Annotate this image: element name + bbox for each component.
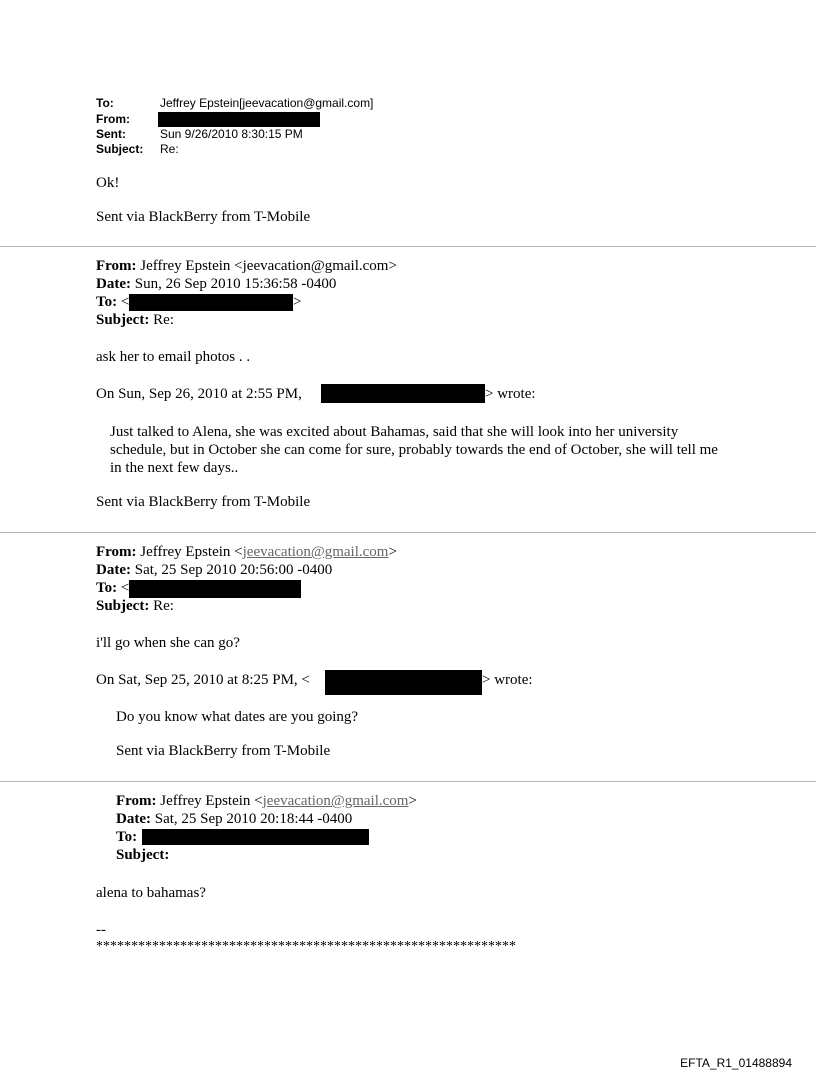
msg4-date: Date: Sat, 25 Sep 2010 20:18:44 -0400 [116, 811, 353, 827]
msg2-quote-intro-end: > wrote: [485, 386, 536, 402]
redaction-block [142, 829, 369, 845]
sent-label: Sent: [96, 127, 126, 141]
redaction-block [129, 294, 293, 311]
msg3-from: From: Jeffrey Epstein <jeevacation@gmail.com> [96, 544, 397, 560]
msg3-subject: Subject: Re: [96, 598, 174, 614]
to-label: To: [96, 96, 114, 110]
msg2-quoted-text: Just talked to Alena, she was excited about Bahamas, said that she will look into her university schedule, but in October she can come for sure, probably towards the end of October, she will tell me in the next few days.. [110, 424, 718, 476]
msg2-signature: Sent via BlackBerry from T-Mobile [96, 494, 311, 510]
redaction-block [158, 112, 320, 127]
message-body: Ok! [96, 175, 120, 191]
msg4-from: From: Jeffrey Epstein <jeevacation@gmail.com> [116, 793, 417, 809]
msg2-date: Date: Sun, 26 Sep 2010 15:36:58 -0400 [96, 276, 337, 292]
msg4-body: alena to bahamas? [96, 885, 206, 901]
msg4-to: To: [116, 829, 138, 845]
subject-label: Subject: [96, 142, 144, 156]
redaction-block [325, 670, 482, 695]
msg3-quote-intro-end: > wrote: [482, 672, 533, 688]
msg3-quoted-text: Do you know what dates are you going? [116, 709, 359, 725]
msg2-to: To: < [96, 294, 130, 310]
redaction-block [129, 580, 301, 598]
msg2-from: From: Jeffrey Epstein <jeevacation@gmail.com> [96, 258, 397, 274]
separator-rule [0, 246, 816, 247]
msg2-to-end: > [293, 294, 302, 310]
from-label: From: [96, 112, 130, 126]
sent-value: Sun 9/26/2010 8:30:15 PM [160, 127, 303, 141]
msg3-date: Date: Sat, 25 Sep 2010 20:56:00 -0400 [96, 562, 333, 578]
email-link[interactable]: jeevacation@gmail.com [262, 793, 409, 809]
signature-dashes: -- [96, 922, 106, 938]
signature-stars: ************************************************************ [96, 939, 516, 954]
separator-rule [0, 532, 816, 533]
msg3-quoted-signature: Sent via BlackBerry from T-Mobile [116, 743, 331, 759]
msg3-to: To: < [96, 580, 130, 596]
separator-rule [0, 781, 816, 782]
msg4-subject: Subject: [116, 847, 170, 863]
email-link[interactable]: jeevacation@gmail.com [242, 544, 389, 560]
message-signature: Sent via BlackBerry from T-Mobile [96, 209, 311, 225]
msg3-body: i'll go when she can go? [96, 635, 240, 651]
msg2-subject: Subject: Re: [96, 312, 174, 328]
subject-value: Re: [160, 142, 179, 156]
msg2-body: ask her to email photos . . [96, 349, 251, 365]
msg3-quote-intro: On Sat, Sep 25, 2010 at 8:25 PM, < [96, 672, 310, 688]
redaction-block [321, 384, 485, 403]
msg2-quote-intro: On Sun, Sep 26, 2010 at 2:55 PM, [96, 386, 302, 402]
to-value: Jeffrey Epstein[jeevacation@gmail.com] [160, 96, 374, 110]
document-id: EFTA_R1_01488894 [680, 1056, 792, 1070]
